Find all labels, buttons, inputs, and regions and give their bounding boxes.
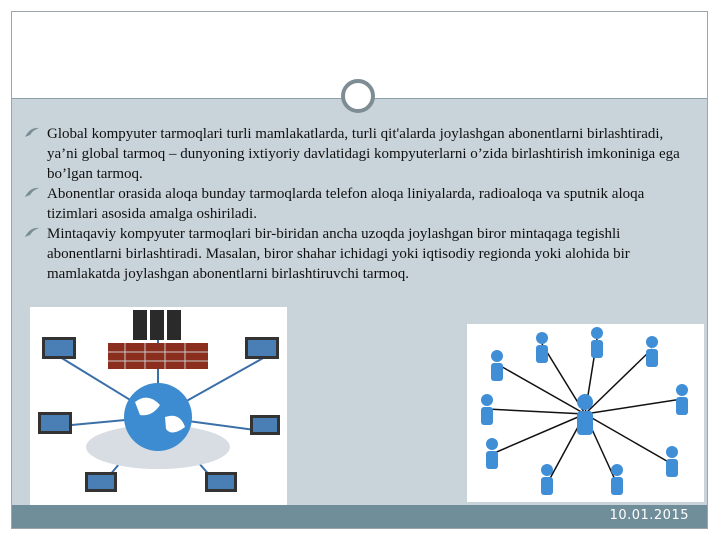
bullet-item (24, 224, 696, 284)
bullet-item (24, 184, 696, 224)
bullet-icon (24, 186, 40, 200)
bullet-icon (24, 226, 40, 240)
bullet-icon (24, 126, 40, 140)
people-network-illustration (467, 324, 704, 502)
bullet-text: Abonentlar orasida aloqa bunday tarmoqlarda telefon aloqa liniyalarda, radioaloqa va sputnik aloqa tizimlari asosida amalga oshiriladi. (47, 186, 645, 222)
bullet-item (24, 124, 696, 184)
network-globe-illustration (30, 307, 287, 505)
footer-bar (12, 505, 707, 528)
bullet-text: Mintaqaviy kompyuter tarmoqlari bir-biridan ancha uzoqda joylashgan biror mintaqaga tegishli abonentlarni birlashtiradi. Masalan, biror shahar ichidagi yoki iqtisodiy regionda yoki alohida bir mamlakatda joylashgan abonentlarni birlashtiruvchi tarmoq. (47, 226, 630, 282)
decorative-circle-icon (341, 79, 375, 113)
footer-date: 10.01.2015 (609, 508, 689, 523)
bullet-list (24, 124, 696, 284)
bullet-text: Global kompyuter tarmoqlari turli mamlakatlarda, turli qit'alarda joylashgan abonentlarni birlashtiradi, ya’ni global tarmoq – dunyoning ixtiyoriy davlatidagi kompyuterlarni o’zida birlashtirish imkoniniga ega bo’lgan tarmoq. (47, 126, 680, 182)
